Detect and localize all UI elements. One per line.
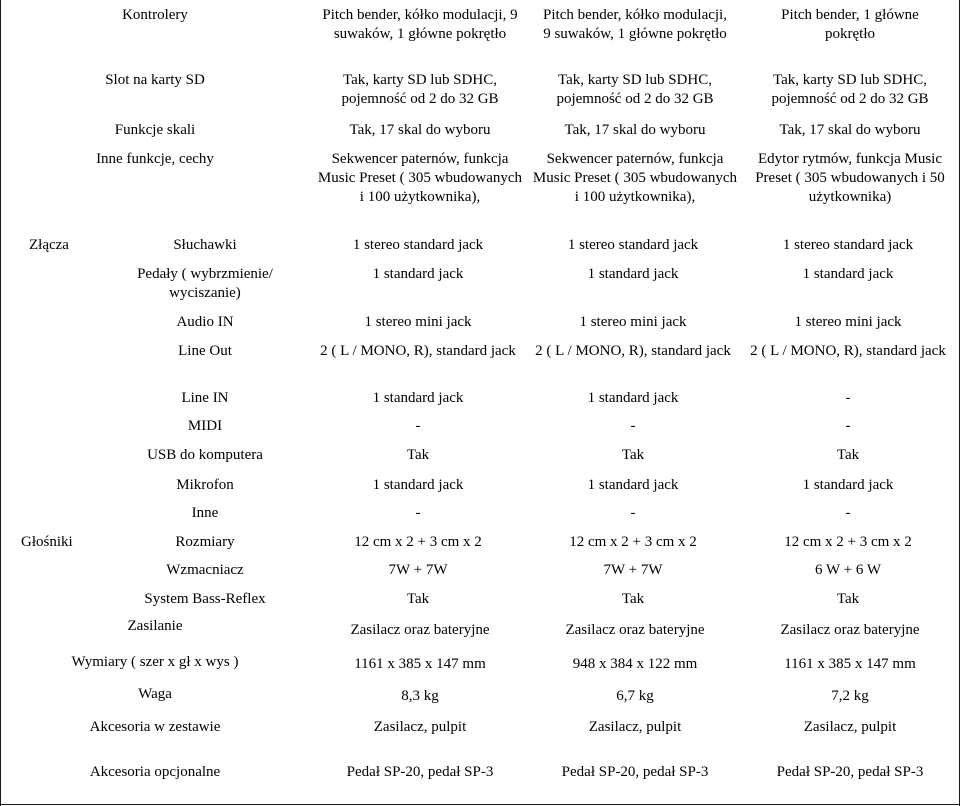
row-label: Słuchawki xyxy=(173,237,237,253)
cell-model-2: Zasilacz oraz bateryjne xyxy=(565,622,705,638)
cell-model-3: 2 ( L / MONO, R), standard jack xyxy=(750,343,946,359)
cell-model-1: Tak xyxy=(406,447,430,463)
cell-model-1: Zasilacz, pulpit xyxy=(373,719,467,735)
cell-model-1: 1 stereo mini jack xyxy=(364,314,472,330)
cell-model-3: Zasilacz, pulpit xyxy=(803,719,897,735)
cell-model-3: Tak, karty SD lub SDHC, pojemność od 2 do 32 GB xyxy=(771,72,929,107)
row-label: Wymiary ( szer x gł x wys ) xyxy=(71,654,239,670)
cell-model-1: 1 stereo standard jack xyxy=(352,237,484,253)
cell-model-3: - xyxy=(845,505,851,521)
row-label: Slot na karty SD xyxy=(105,72,205,88)
cell-model-1: Tak xyxy=(406,591,430,607)
cell-model-1: - xyxy=(415,418,421,434)
table-border-bottom xyxy=(0,804,960,805)
row-label: System Bass-Reflex xyxy=(144,591,266,607)
cell-model-2: 2 ( L / MONO, R), standard jack xyxy=(535,343,731,359)
cell-model-2: 948 x 384 x 122 mm xyxy=(572,656,698,672)
cell-model-2: 1 standard jack xyxy=(587,390,679,406)
cell-model-3: 1 stereo standard jack xyxy=(782,237,914,253)
cell-model-1: 2 ( L / MONO, R), standard jack xyxy=(320,343,516,359)
row-label: Akcesoria opcjonalne xyxy=(89,764,221,780)
cell-model-2: Tak xyxy=(621,591,645,607)
row-label: Pedały ( wybrzmienie/ wyciszanie) xyxy=(137,266,273,301)
cell-model-2: 6,7 kg xyxy=(616,688,654,704)
cell-model-2: - xyxy=(630,505,636,521)
cell-model-2: - xyxy=(630,418,636,434)
cell-model-3: 1 standard jack xyxy=(802,477,894,493)
cell-model-1: 1 standard jack xyxy=(372,266,464,282)
cell-model-1: Zasilacz oraz bateryjne xyxy=(350,622,490,638)
cell-model-2: 7W + 7W xyxy=(603,562,663,578)
row-label: Zasilanie xyxy=(127,618,183,634)
cell-model-2: 1 standard jack xyxy=(587,266,679,282)
cell-model-1: - xyxy=(415,505,421,521)
cell-model-3: 1 standard jack xyxy=(802,266,894,282)
cell-model-3: Pedał SP-20, pedał SP-3 xyxy=(776,764,924,780)
cell-model-1: Tak, 17 skal do wyboru xyxy=(349,122,491,138)
row-label: Funkcje skali xyxy=(114,122,196,138)
cell-model-3: 7,2 kg xyxy=(831,688,869,704)
cell-model-1: Pitch bender, kółko modulacji, 9 suwaków, 1 główne pokrętło xyxy=(322,7,518,42)
row-label: Inne xyxy=(191,505,219,521)
cell-model-3: Zasilacz oraz bateryjne xyxy=(780,622,920,638)
cell-model-2: Tak xyxy=(621,447,645,463)
cell-model-1: 7W + 7W xyxy=(388,562,448,578)
cell-model-3: - xyxy=(845,390,851,406)
cell-model-1: 8,3 kg xyxy=(401,688,439,704)
cell-model-2: 1 stereo mini jack xyxy=(579,314,687,330)
cell-model-3: 1 stereo mini jack xyxy=(794,314,902,330)
row-label: MIDI xyxy=(187,418,223,434)
row-label: Kontrolery xyxy=(122,7,188,23)
cell-model-1: 1 standard jack xyxy=(372,390,464,406)
cell-model-1: 1161 x 385 x 147 mm xyxy=(354,656,486,672)
cell-model-2: 1 stereo standard jack xyxy=(567,237,699,253)
table-border-left xyxy=(0,0,1,806)
row-label: Line IN xyxy=(181,390,229,406)
cell-model-3: Tak xyxy=(836,447,860,463)
cell-model-2: Pitch bender, kółko modulacji, 9 suwaków, 1 główne pokrętło xyxy=(543,7,727,42)
cell-model-1: 12 cm x 2 + 3 cm x 2 xyxy=(354,534,482,550)
cell-model-2: 12 cm x 2 + 3 cm x 2 xyxy=(569,534,697,550)
cell-model-2: Zasilacz, pulpit xyxy=(588,719,682,735)
cell-model-2: Tak, karty SD lub SDHC, pojemność od 2 do 32 GB xyxy=(556,72,714,107)
row-label: USB do komputera xyxy=(147,447,263,463)
cell-model-1: Sekwencer paternów, funkcja Music Preset ( 305 wbudowanych i 100 użytkownika), xyxy=(317,151,523,205)
row-label: Akcesoria w zestawie xyxy=(89,719,221,735)
cell-model-3: - xyxy=(845,418,851,434)
cell-model-3: 1161 x 385 x 147 mm xyxy=(784,656,916,672)
cell-model-2: Pedał SP-20, pedał SP-3 xyxy=(561,764,709,780)
row-label: Waga xyxy=(138,686,172,702)
row-label: Rozmiary xyxy=(175,534,235,550)
cell-model-2: 1 standard jack xyxy=(587,477,679,493)
cell-model-3: Pitch bender, 1 główne pokrętło xyxy=(781,7,919,42)
row-label: Audio IN xyxy=(176,314,234,330)
cell-model-2: Sekwencer paternów, funkcja Music Preset ( 305 wbudowanych i 100 użytkownika), xyxy=(532,151,738,205)
cell-model-3: Tak, 17 skal do wyboru xyxy=(779,122,921,138)
cell-model-1: Pedał SP-20, pedał SP-3 xyxy=(346,764,494,780)
row-label: Mikrofon xyxy=(176,477,234,493)
cell-model-2: Tak, 17 skal do wyboru xyxy=(564,122,706,138)
cell-model-3: Tak xyxy=(836,591,860,607)
row-label: Wzmacniacz xyxy=(166,562,244,578)
cell-model-3: Edytor rytmów, funkcja Music Preset ( 305 wbudowanych i 50 użytkownika) xyxy=(755,151,945,205)
cell-model-3: 6 W + 6 W xyxy=(815,562,881,578)
group-label-glosniki: Głośniki xyxy=(21,534,73,550)
row-label: Line Out xyxy=(178,343,232,359)
cell-model-1: 1 standard jack xyxy=(372,477,464,493)
cell-model-1: Tak, karty SD lub SDHC, pojemność od 2 do 32 GB xyxy=(341,72,499,107)
group-label-zlacza: Złącza xyxy=(29,237,69,253)
row-label: Inne funkcje, cechy xyxy=(96,151,214,167)
cell-model-3: 12 cm x 2 + 3 cm x 2 xyxy=(784,534,912,550)
